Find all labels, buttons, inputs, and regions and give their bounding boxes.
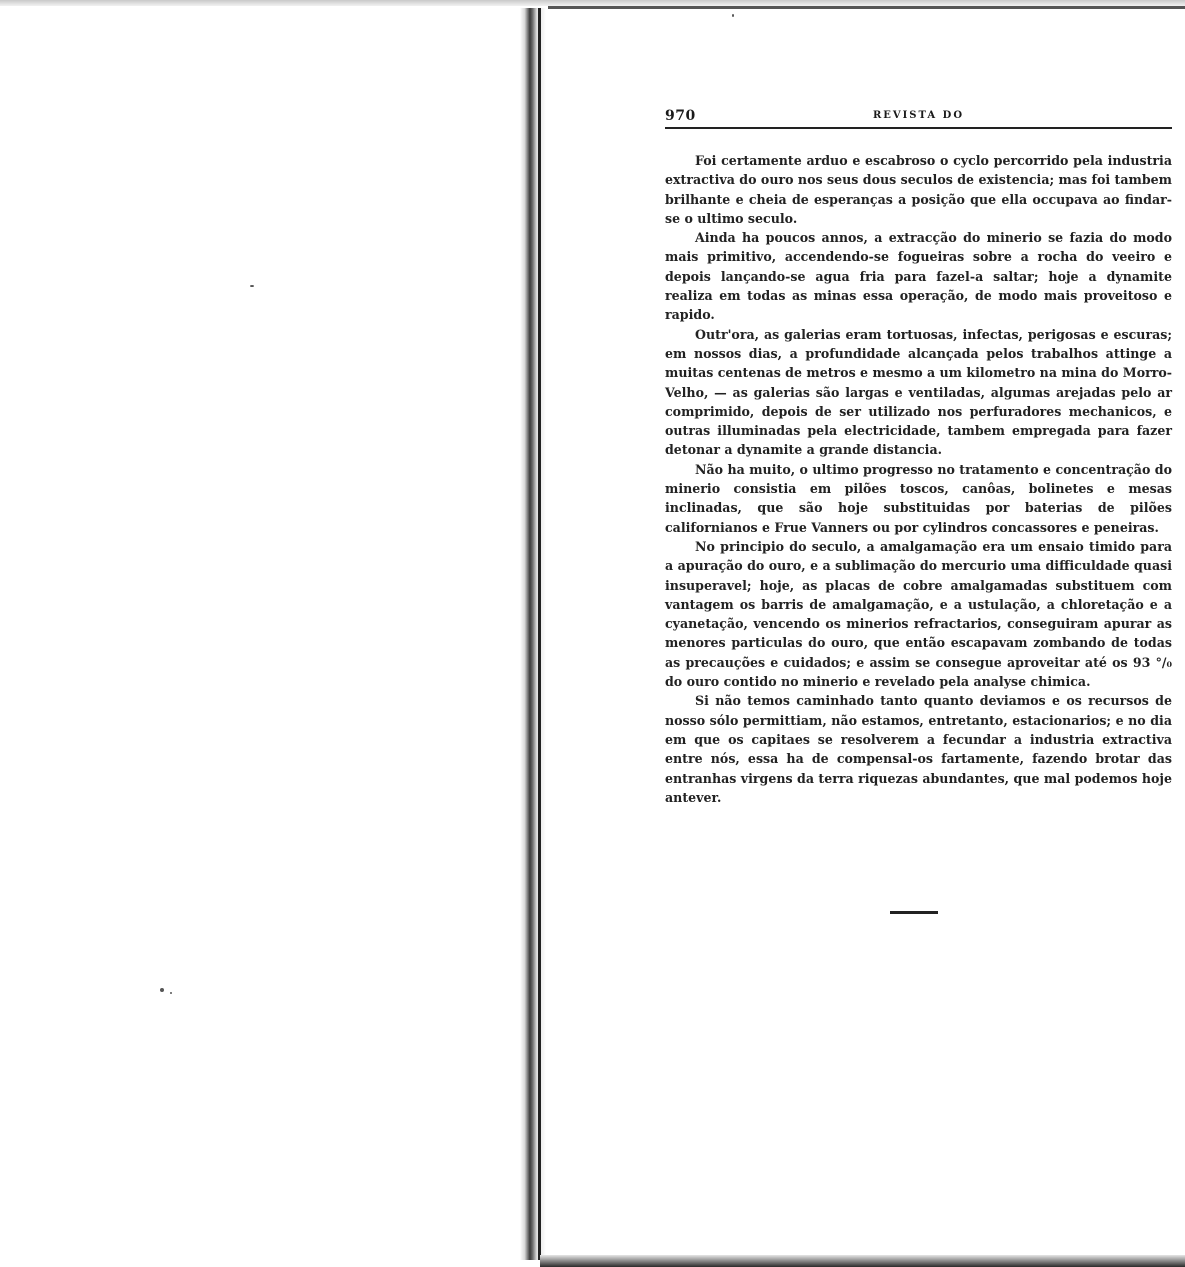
paragraph: Ainda ha poucos annos, a extracção do minerio se fazia do modo mais primitivo, accendendo-se fogueiras sobre a rocha do veeiro e depois lançando-se agua fria para fazel-a saltar; hoje a dynamite realiza em todas as minas essa operação, de modo mais proveitoso e rapido. [665,230,1172,323]
gutter-line [538,8,541,1260]
page-top-border [548,6,1185,9]
paragraph: Foi certamente arduo e escabroso o cyclo percorrido pela industria extractiva do ouro nos seus dous seculos de existencia; mas foi tambem brilhante e cheia de esperanças a posição que ella occupava ao findar-se o ultimo seculo. [665,153,1172,226]
paragraph: Não ha muito, o ultimo progresso no tratamento e concentração do minerio consistia em pilões toscos, canôas, bolinetes e mesas inclinadas, que são hoje substituidas por baterias de pilões californianos e Frue Vanners ou por cylindros concassores e peneiras. [665,461,1172,535]
end-rule [890,911,938,914]
page-number: 970 [665,108,696,124]
paragraph: No principio do seculo, a amalgamação era um ensaio timido para a apuração do ouro, e a sublimação do mercurio uma difficuldade quasi insuperavel; hoje, as placas de cobre amalgamadas substituem com vantagem os barris de amalgamação, e a ustulação, a chloretação e a cyanetação, vencendo os minerios refractarios, conseguiram apurar as menores particulas do ouro, que então escapavam zombando de todas as precauções e cuidados; e assim se consegue aproveitar até os 93 °/₀ do ouro contido no minerio e revelado pela analyse chimica. [665,538,1172,690]
paragraph: Si não temos caminhado tanto quanto deviamos e os recursos de nosso sólo permittiam, não estamos, entretanto, estacionarios; e no dia em que os capitaes se resolverem a fecundar a industria extractiva entre nós, essa ha de compensal-os fartamente, fazendo brotar das entranhas virgens da terra riquezas abundantes, que mal podemos hoje antever. [665,693,1172,805]
header-rule [665,127,1172,129]
running-head [665,108,1172,124]
book-gutter [520,8,546,1260]
scan-bottom-edge [540,1255,1185,1267]
paragraph: Outr'ora, as galerias eram tortuosas, infectas, perigosas e escuras; em nossos dias, a profundidade alcançada pelos trabalhos attinge a muitas centenas de metros e mesmo a um kilometro na mina do Morro-Velho, — as galerias são largas e ventiladas, algumas arejadas pelo ar comprimido, depois de ser utilizado nos perfuradores mechanicos, e outras illuminadas pela electricidade, tambem empregada para fazer detonar a dynamite a grande distancia. [665,326,1172,458]
article-body [665,151,1172,807]
journal-title: REVISTA DO [872,110,965,121]
